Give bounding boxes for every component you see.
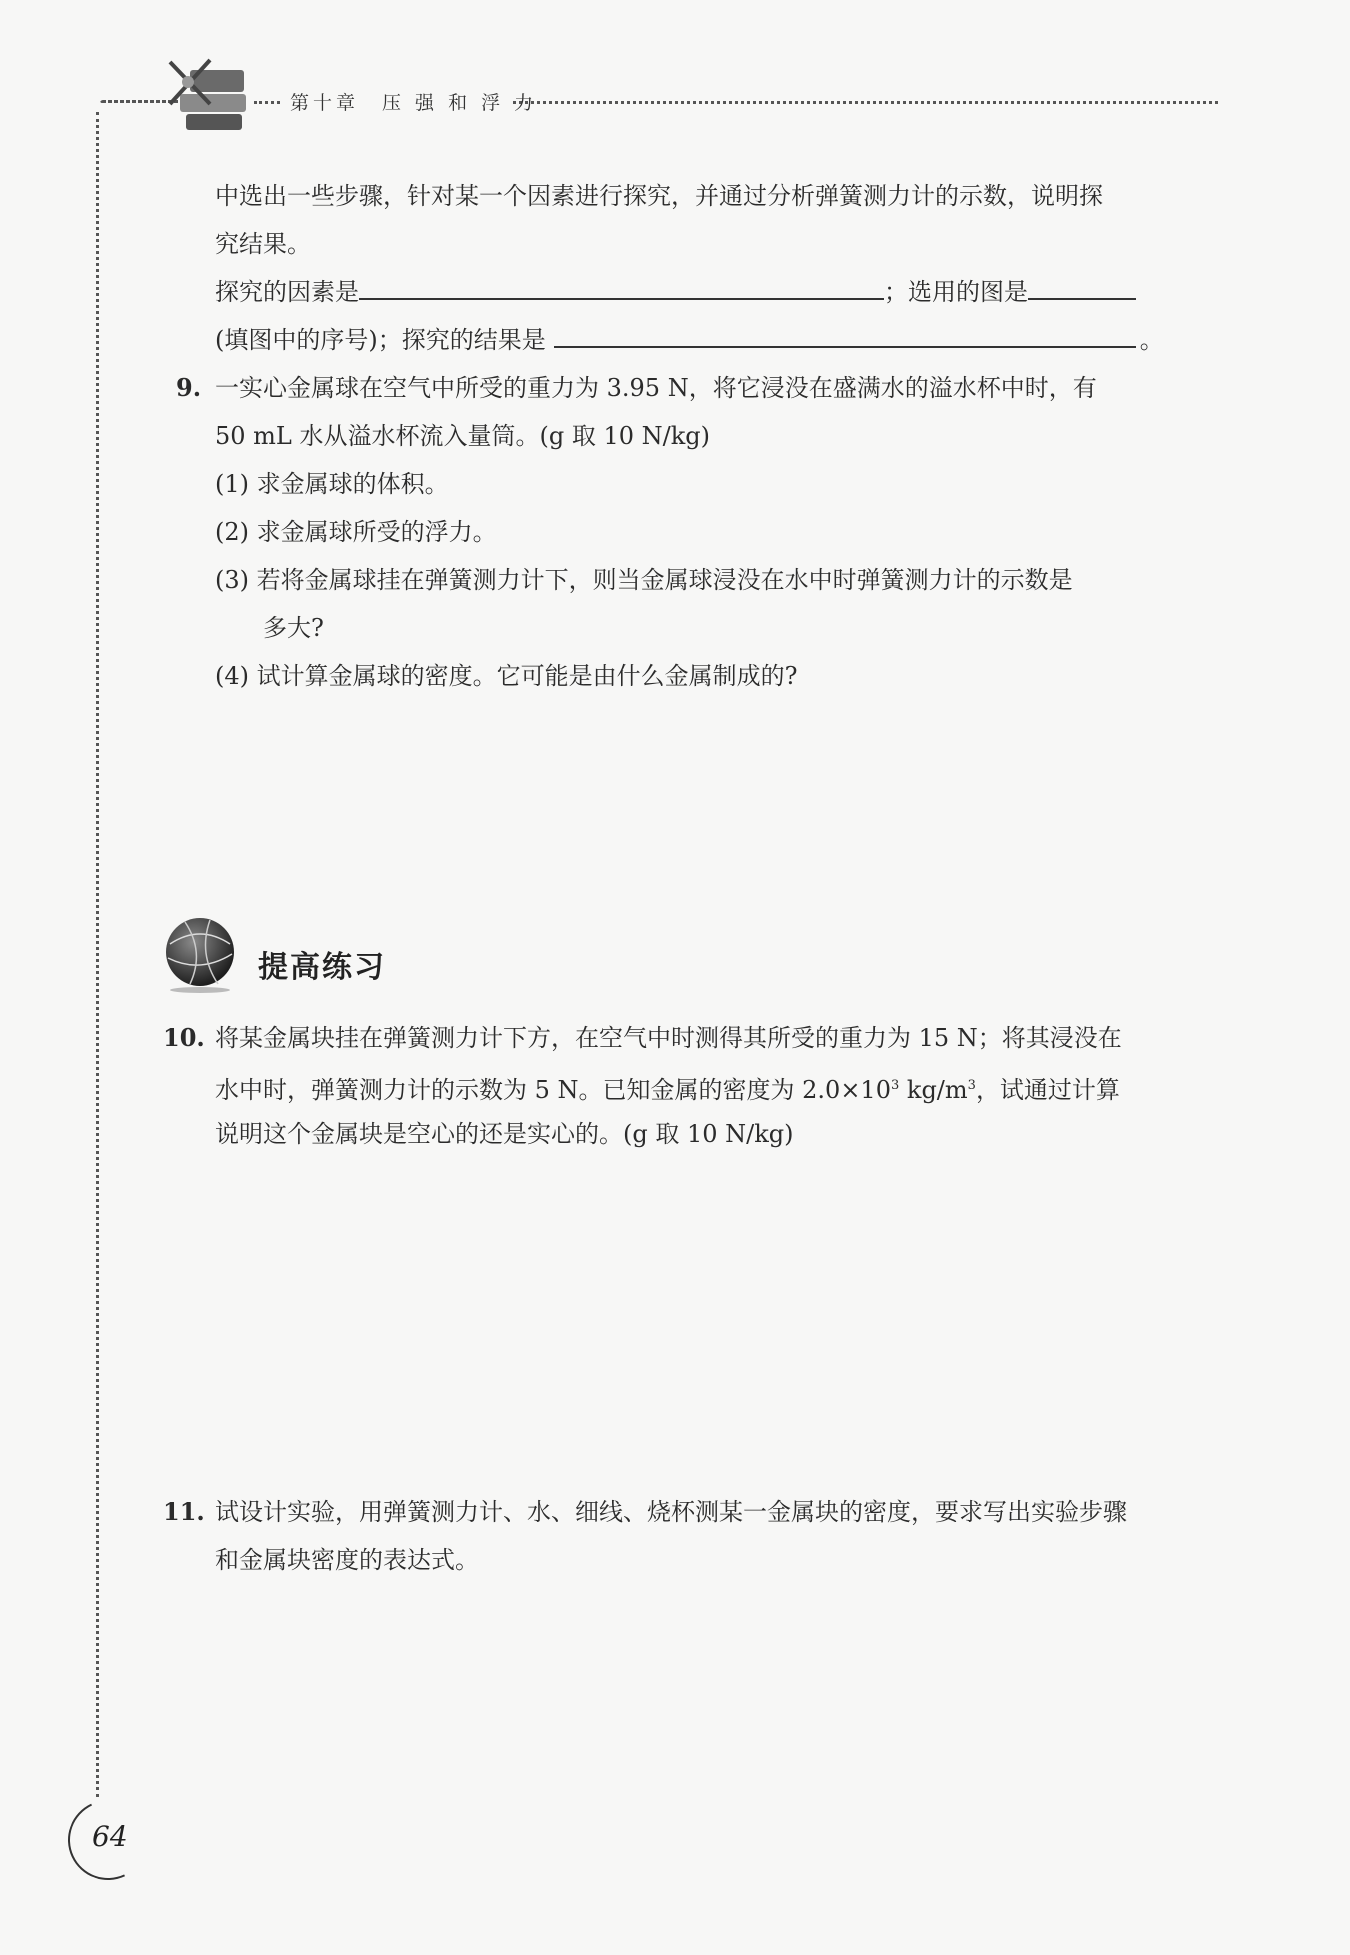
q8-result-blank[interactable]	[554, 316, 1136, 348]
q8-figure-label: ；选用的图是	[884, 278, 1028, 306]
q9-sub3-line2: 多大?	[263, 614, 324, 642]
q10-sup2: 3	[967, 1078, 976, 1093]
q9-line2: 50 mL 水从溢水杯流入量筒。(g 取 10 N/kg)	[215, 422, 710, 450]
q8-line2: 究结果。	[215, 230, 311, 258]
q8-end-mark: 。	[1139, 326, 1164, 354]
q10-line2	[215, 1062, 1120, 1114]
q10-line2-c: ，试通过计算	[975, 1076, 1120, 1104]
q10-sup1: 3	[890, 1078, 900, 1093]
q8-fill-note: (填图中的序号)；探究的结果是	[215, 326, 546, 354]
section-title: 提高练习	[258, 950, 386, 985]
page-number: 64	[92, 1820, 128, 1853]
q9-sub2: (2) 求金属球所受的浮力。	[215, 518, 497, 546]
q8-factor-blank[interactable]	[359, 268, 884, 300]
q8-result-row	[215, 316, 1164, 364]
q9-line1: 一实心金属球在空气中所受的重力为 3.95 N，将它浸没在盛满水的溢水杯中时，有	[215, 374, 1097, 402]
margin-rule	[96, 112, 99, 1797]
q8-line1: 中选出一些步骤，针对某一个因素进行探究，并通过分析弹簧测力计的示数，说明探	[215, 182, 1103, 210]
q9-sub1: (1) 求金属球的体积。	[215, 470, 449, 498]
q9-number: 9.	[176, 373, 202, 402]
q11-line1: 试设计实验，用弹簧测力计、水、细线、烧杯测某一金属块的密度，要求写出实验步骤	[215, 1498, 1127, 1526]
chapter-logo-icon	[150, 52, 260, 142]
q10-line2-b: kg/m	[899, 1076, 968, 1104]
header-rule-right	[513, 101, 1218, 104]
q10-line3: 说明这个金属块是空心的还是实心的。(g 取 10 N/kg)	[215, 1120, 794, 1148]
globe-icon	[160, 914, 240, 994]
q9-sub4: (4) 试计算金属球的密度。它可能是由什么金属制成的?	[215, 662, 798, 690]
q8-figure-blank[interactable]	[1028, 268, 1136, 300]
q8-factor-label: 探究的因素是	[215, 278, 359, 306]
q10-line2-a: 水中时，弹簧测力计的示数为 5 N。已知金属的密度为 2.0×10	[215, 1076, 891, 1104]
q8-factor-row	[215, 268, 1136, 316]
q11-number: 11.	[163, 1497, 205, 1526]
q9-sub3-line1: (3) 若将金属球挂在弹簧测力计下，则当金属球浸没在水中时弹簧测力计的示数是	[215, 566, 1073, 594]
q10-line1: 将某金属块挂在弹簧测力计下方，在空气中时测得其所受的重力为 15 N；将其浸没在	[215, 1024, 1122, 1052]
q11-line2: 和金属块密度的表达式。	[215, 1546, 479, 1574]
q10-number: 10.	[163, 1023, 205, 1052]
chapter-title: 第十章 压 强 和 浮 力	[290, 92, 538, 114]
